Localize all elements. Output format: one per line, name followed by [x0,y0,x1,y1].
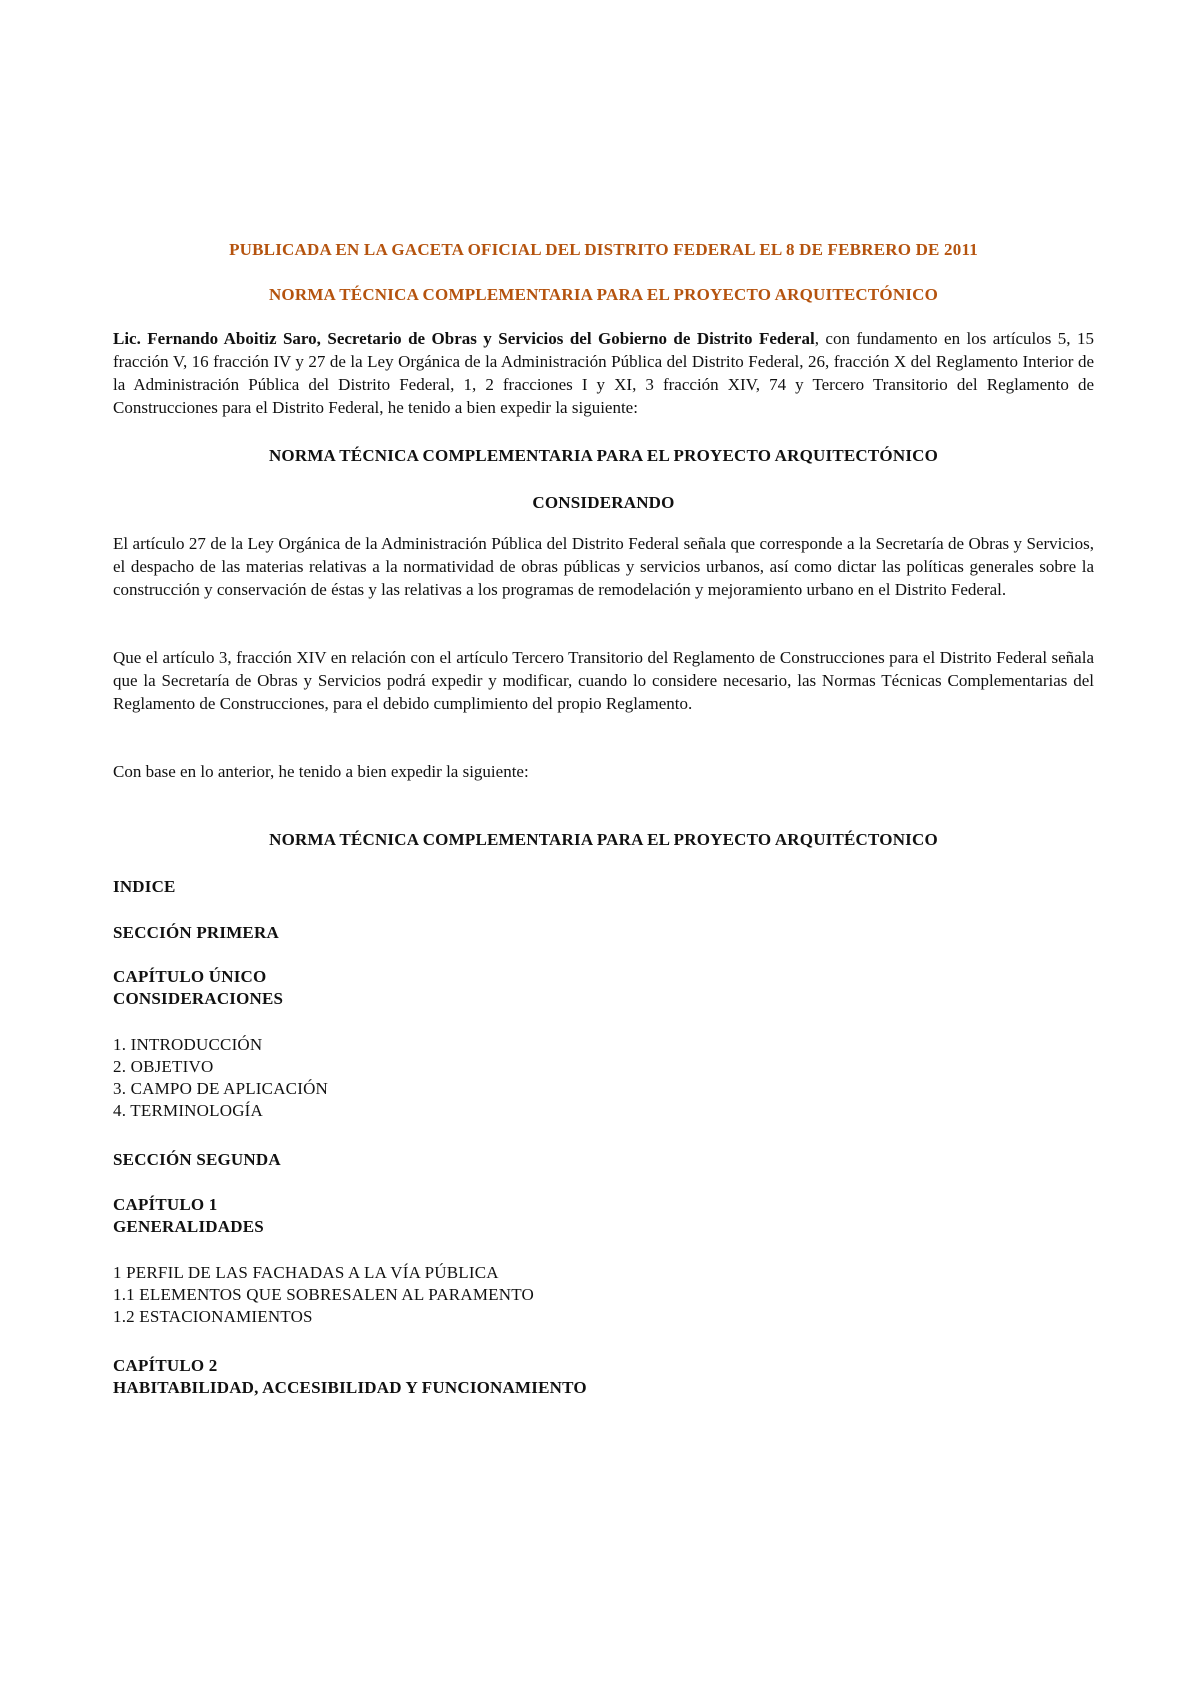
considerando-paragraph-2: Que el artículo 3, fracción XIV en relación con el artículo Tercero Transitorio del Reglamento de Construcciones para el Distrito Federal señala que la Secretaría de Obras y Servicios podrá expedir y modificar, cuando lo considere necesario, las Normas Técnicas Complementarias del Reglamento de Construcciones, para el debido cumplimiento del propio Reglamento. [113,648,1094,713]
intro-paragraph [113,327,1094,419]
list-item: 4. TERMINOLOGÍA [113,1101,264,1120]
list-item: 1.1 ELEMENTOS QUE SOBRESALEN AL PARAMENTO [113,1285,534,1304]
seccion-primera-list [113,1034,1094,1122]
index-heading: INDICE [113,877,176,896]
consideraciones-heading: CONSIDERACIONES [113,989,284,1008]
capitulo-1-block [113,1194,1094,1238]
considerando-paragraph-3: Con base en lo anterior, he tenido a bien expedir la siguiente: [113,762,529,781]
seccion-primera-heading: SECCIÓN PRIMERA [113,923,279,942]
considerando-heading: CONSIDERANDO [532,493,675,512]
capitulo-1-heading: CAPÍTULO 1 [113,1195,218,1214]
publication-line: PUBLICADA EN LA GACETA OFICIAL DEL DISTRITO FEDERAL EL 8 DE FEBRERO DE 2011 [229,240,978,259]
intro-text: , con fundamento en los artículos 5, 15 fracción V, 16 fracción IV y 27 de la Ley Orgánica de la Administración Pública del Distrito Federal, 26, fracción X del Reglamento Interior de la Administración Pública del Distrito Federal, 1, 2 fracciones I y XI, 3 fracción XIV, 74 y Tercero Transitorio del Reglamento de Construcciones para el Distrito Federal, he tenido a bien expedir la siguiente: [113,329,1094,417]
list-item: 3. CAMPO DE APLICACIÓN [113,1079,329,1098]
list-item: 1. INTRODUCCIÓN [113,1035,263,1054]
intro-author: Lic. Fernando Aboitiz Saro, Secretario de Obras y Servicios del Gobierno de Distrito Federal [113,329,815,348]
capitulo-2-title: HABITABILIDAD, ACCESIBILIDAD Y FUNCIONAMIENTO [113,1378,587,1397]
seccion-segunda-heading: SECCIÓN SEGUNDA [113,1150,281,1169]
capitulo-unico-heading: CAPÍTULO ÚNICO [113,967,267,986]
capitulo-unico-block [113,966,1094,1010]
document-title: NORMA TÉCNICA COMPLEMENTARIA PARA EL PROYECTO ARQUITECTÓNICO [268,285,939,304]
norma-title: NORMA TÉCNICA COMPLEMENTARIA PARA EL PROYECTO ARQUITECTÓNICO [268,446,939,465]
list-item: 1 PERFIL DE LAS FACHADAS A LA VÍA PÚBLICA [113,1263,499,1282]
list-item: 2. OBJETIVO [113,1057,214,1076]
norma-title-2: NORMA TÉCNICA COMPLEMENTARIA PARA EL PROYECTO ARQUITÉCTONICO [269,830,938,849]
capitulo-1-list [113,1262,1094,1328]
generalidades-heading: GENERALIDADES [113,1217,264,1236]
considerando-paragraph-1: El artículo 27 de la Ley Orgánica de la Administración Pública del Distrito Federal señala que corresponde a la Secretaría de Obras y Servicios, el despacho de las materias relativas a la normatividad de obras públicas y servicios urbanos, así como dictar las políticas generales sobre la construcción y conservación de éstas y las relativas a los programas de remodelación y mejoramiento urbano en el Distrito Federal. [113,534,1094,599]
list-item: 1.2 ESTACIONAMIENTOS [113,1307,313,1326]
capitulo-2-heading: CAPÍTULO 2 [113,1356,218,1375]
capitulo-2-block [113,1355,1094,1399]
